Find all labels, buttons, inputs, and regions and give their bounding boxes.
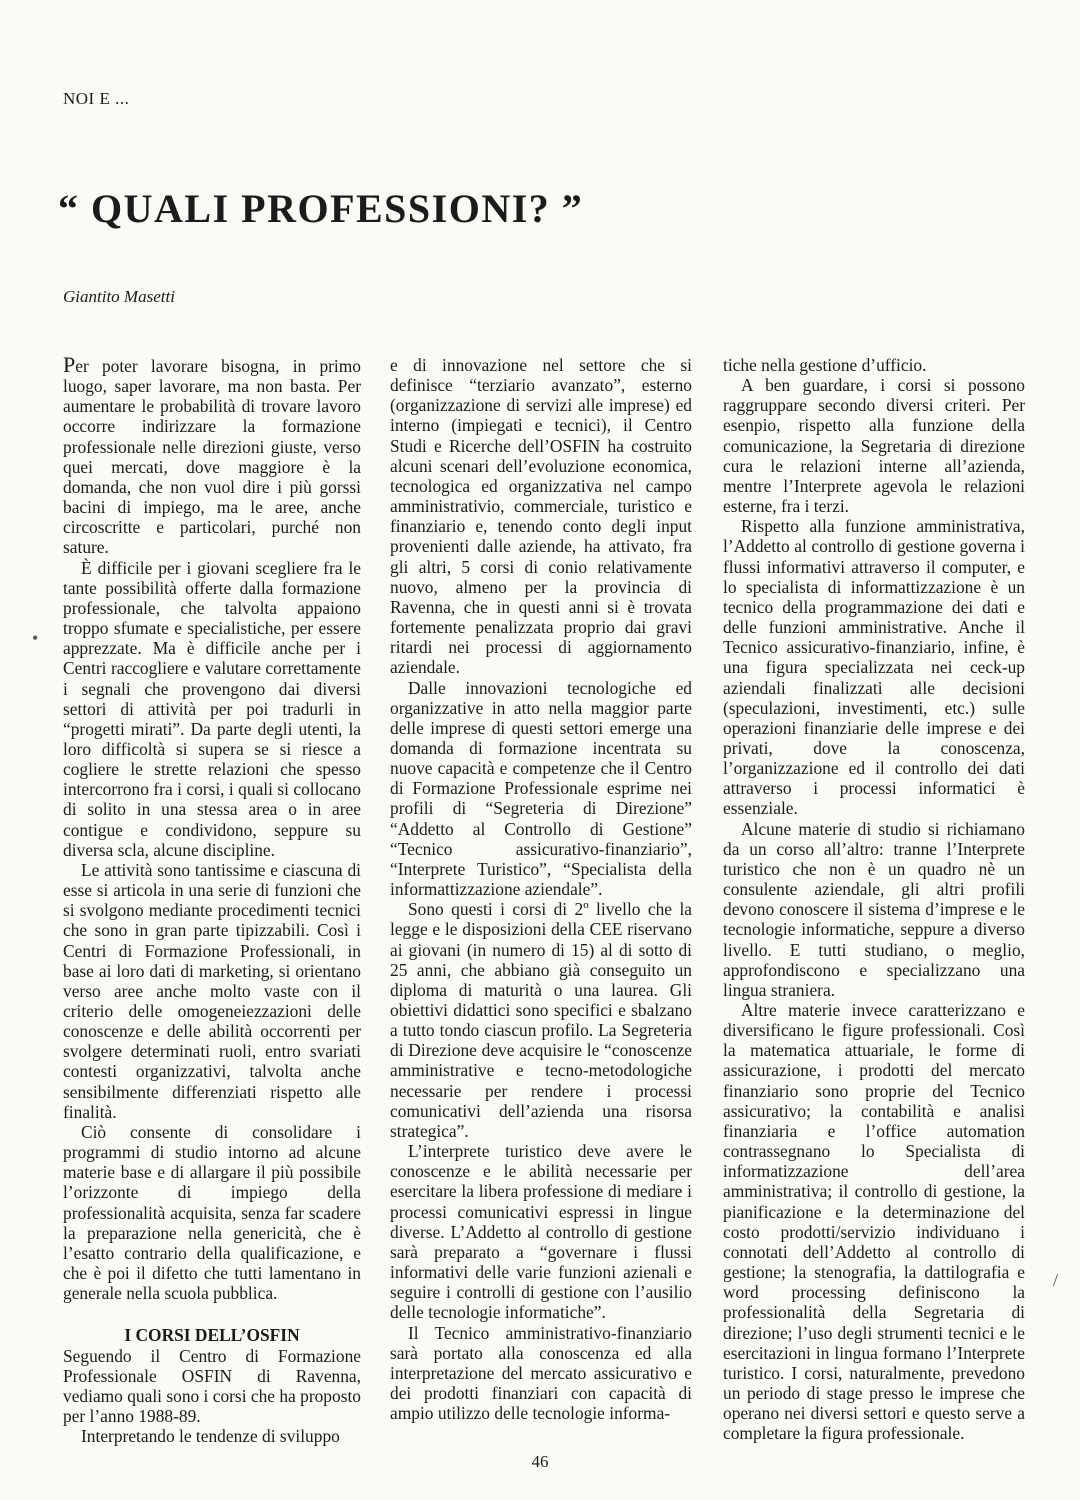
paragraph: Le attività sono tantissime e ciascuna di esse si articola in una serie di funzioni che si svolgono mediante procedimenti tecnici che sono in gran parte tipizzabili. Così i Centri di Formazione Professionali, in base ai loro dati di marketing, si orientano verso aree anche molto vaste con il criterio delle omogeneiezzazioni delle conoscenze e delle abilità occorrenti per svolgere determinati ruoli, entro svariati contesti organizzativi, talvolta anche sensibilmente differenziati rispetto alle finalità. — [63, 859, 361, 1122]
paragraph: Per poter lavorare bisogna, in primo luogo, saper lavorare, ma non basta. Per aumentare le probabilità di trovare lavoro occorre indirizzare la formazione professionale nelle direzioni giuste, verso quei mercati, dove maggiore è la domanda, che non vuol dire i più gorssi bacini di impiego, ma le aree, anche circoscritte e particolari, purché non sature. — [63, 352, 361, 558]
paragraph: A ben guardare, i corsi si possono raggruppare secondo diversi criteri. Per esenpio, rispetto alla funzione della comunicazione, la Segretaria di direzione cura le relazioni interne all’azienda, mentre l’Interprete agevola le relazioni esterne, fra i terzi. — [723, 375, 1025, 517]
author-byline: Giantito Masetti — [63, 287, 175, 306]
paragraph: Seguendo il Centro di Formazione Professionale OSFIN di Ravenna, vediamo quali sono i corsi che ha proposto per l’anno 1988-89. — [63, 1345, 361, 1426]
paragraph: Sono questi i corsi di 2º livello che la legge e le disposizioni della CEE riservano ai giovani (in numero di 15) al di sotto di 25 anni, che abbiano già conseguito un diploma di maturità o una laurea. Gli obiettivi didattici sono specifici e sbalzano a tutto tondo ciascun profilo. La Segreteria di Direzione deve acquisire le “conoscenze amministrative e tecno-metodologiche necessarie per rendere i processi comunicativi dell’azienda una risorsa strategica”. — [390, 899, 692, 1141]
scan-speck: • — [32, 628, 39, 648]
column-1 — [63, 352, 361, 1447]
column-3 — [723, 355, 1025, 1443]
paragraph: Rispetto alla funzione amministrativa, l’Addetto al controllo di gestione governa i flussi informativi attraverso il computer, e lo specialista di informattizzazione è un tecnico della programmazione dei dati e delle funzioni amministrative. Anche il Tecnico assicurativo-finanziario, infine, è una figura specializzata nei ceck-up aziendali finalizzati alle decisioni (speculazioni, investimenti, etc.) sulle operazioni finanziarie delle imprese e dei privati, dove la conoscenza, l’organizzazione ed il controllo dei dati attraverso i processi informatici è essenziale. — [723, 516, 1025, 819]
paragraph: Alcune materie di studio si richiamano da un corso all’altro: tranne l’Interprete turistico che non è un quadro nè un consulente aziendale, gli altri profili devono conoscere il sistema d’imprese e le tecnologie informatiche, seppure a diverso livello. E tutti studiano, o meglio, approfondiscono e specializzano una lingua straniera. — [723, 818, 1025, 1000]
article-title: “ QUALI PROFESSIONI? ” — [58, 186, 584, 231]
paragraph: Interpretando le tendenze di sviluppo — [81, 1426, 340, 1447]
column-2 — [390, 355, 692, 1423]
paragraph: Dalle innovazioni tecnologiche ed organizzative in atto nella maggior parte delle imprese di questi settori emerge una domanda di formazione incentrata su nuove capacità e competenze che il Centro di Formazione Professionale esprime nei profili di “Segreteria di Direzione” “Addetto al Controllo di Gestione” “Tecnico assicurativo-finanziario”, “Interprete Turistico”, “Specialista della informattizzazione aziendale”. — [390, 677, 692, 900]
paragraph: tiche nella gestione d’ufficio. — [723, 355, 927, 375]
page-number: 46 — [531, 1452, 549, 1471]
paragraph: Altre materie invece caratterizzano e diversificano le figure professionali. Così la matematica attuariale, le forme di assicurazione, i prodotti del mercato finanziario sono proprie del Tecnico assicurativo; la contabilità e analisi finanziaria e l’office automation contrassegnano lo Specialista di informatizzazione dell’area amministrativa; il controllo di gestione, la pianificazione e la determinazione del costo prodotti/servizio individuano i connotati dell’Addetto al controllo di gestione; la stenografia, la dattilografia e word processing definiscono la professionalità della Segretaria di direzione; l’uso degli strumenti tecnici e le esercitazioni in lingua formano l’Interprete turistico. I corsi, naturalmente, prevedono un periodo di stage presso le imprese che operano nei diversi settori e questo serve a completare la figura professionale. — [723, 1000, 1025, 1444]
paragraph: Ciò consente di consolidare i programmi di studio intorno ad alcune materie base e di allargare il più possibile l’orizzonte di impiego della professionalità acquisita, senza far scadere la preparazione nella genericità, che è l’esatto contrario della qualificazione, e che è poi il difetto che tutti lamentano in generale nella scuola pubblica. — [63, 1121, 361, 1304]
paragraph: Il Tecnico amministrativo-finanziario sarà portato alla conoscenza ed alla interpretazione del mercato assicurativo e dei prodotti finanziari con capacità di ampio utilizzo delle tecnologie informa- — [390, 1322, 692, 1424]
paragraph: e di innovazione nel settore che si definisce “terziario avanzato”, esterno (organizzazione di servizi alle imprese) ed interno (impiegati e tecnici), il Centro Studi e Ricerche dell’OSFIN ha costruito alcuni scenari dell’evoluzione economica, tecnologica ed organizzativa nel campo amministrativio, commerciale, turistico e finanziario e, tenendo conto degli input provenienti dalle aziende, ha attivato, fra gli altri, 5 corsi di conio relativamente nuovo, almeno per la provincia di Ravenna, che in questi anni si è trovata fortemente penalizzata proprio dai gravi ritardi nei processi di aggiornamento aziendale. — [390, 355, 692, 678]
margin-mark: / — [1053, 1270, 1059, 1290]
initial-letter: P — [63, 352, 76, 377]
paragraph: È difficile per i giovani scegliere fra le tante possibilità offerte dalla formazione professionale, che talvolta appaiono troppo sfumate e specialistiche, per essere apprezzate. Ma è difficile anche per i Centri raccogliere e valutare correttamente i segnali che provengono dai diversi settori di attività per poi tradurli in “progetti mirati”. Da parte degli utenti, la loro difficoltà si supera se si riesce a cogliere le strette relazioni che spesso intercorrono fra i corsi, i quali si collocano di solito in una stessa area o in aree contigue e condividono, seppure su diversa scla, alcune discipline. — [63, 557, 361, 860]
section-label: NOI E ... — [63, 89, 130, 108]
paragraph: L’interprete turistico deve avere le conoscenze e le abilità necessarie per esercitare la libera professione di mediare i processi comunicativi espressi in lingue diverse. L’Addetto al controllo di gestione sarà preparato a “governare i flussi informativi delle varie funzioni azienali e seguire i controlli di gestione con l’ausilio delle tecnologie informatiche”. — [390, 1141, 692, 1323]
section-subheading: I CORSI DELL’OSFIN — [124, 1325, 300, 1346]
